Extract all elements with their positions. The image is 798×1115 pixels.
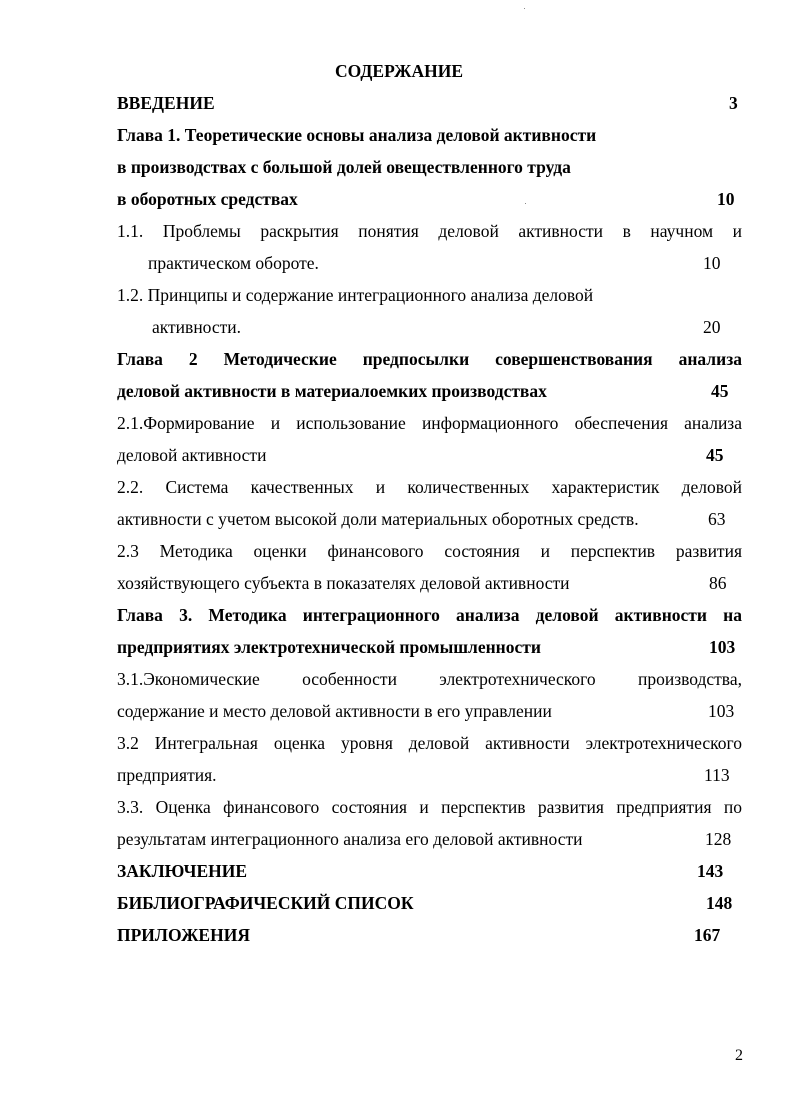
toc-entry-intro: ВВЕДЕНИЕ <box>117 93 215 113</box>
toc-entry-2-2-line-2: активности с учетом высокой доли материальных оборотных средств. <box>117 509 639 529</box>
toc-page-1-2: 20 <box>703 317 721 337</box>
toc-page-2-3: 86 <box>709 573 727 593</box>
toc-entry-appendix: ПРИЛОЖЕНИЯ <box>117 925 250 945</box>
toc-page-chapter-3: 103 <box>709 637 736 657</box>
toc-entry-1-1-line-1: 1.1. Проблемы раскрытия понятия деловой активности в научном и <box>117 221 742 241</box>
toc-entry-3-3-line-2: результатам интеграционного анализа его деловой активности <box>117 829 583 849</box>
toc-page-1-1: 10 <box>703 253 721 273</box>
toc-entry-1-2-line-2: активности. <box>152 317 242 337</box>
toc-entry-chapter-2-line-1: Глава 2 Методические предпосылки совершенствования анализа <box>117 349 742 369</box>
toc-entry-2-1-line-1: 2.1.Формирование и использование информационного обеспечения анализа <box>117 413 742 433</box>
toc-entry-chapter-3-line-2: предприятиях электротехнической промышленности <box>117 637 541 657</box>
toc-entry-3-1-line-2: содержание и место деловой активности в его управлении <box>117 701 552 721</box>
toc-entry-2-3-line-1: 2.3 Методика оценки финансового состояния и перспектив развития <box>117 541 742 561</box>
toc-page-intro: 3 <box>729 93 738 113</box>
toc-entry-chapter-1-line-3: в оборотных средствах <box>117 189 298 209</box>
toc-page-bibliography: 148 <box>706 893 733 913</box>
page-number: 2 <box>735 1047 743 1064</box>
toc-entry-2-1-line-2: деловой активности <box>117 445 267 465</box>
toc-entry-3-2-line-2: предприятия. <box>117 765 217 785</box>
toc-entry-chapter-1-line-1: Глава 1. Теоретические основы анализа деловой активности <box>117 125 597 145</box>
toc-page-2-1: 45 <box>706 445 724 465</box>
scan-speck <box>525 203 526 204</box>
toc-page-chapter-1: 10 <box>717 189 735 209</box>
toc-entry-2-2-line-1: 2.2. Система качественных и количественных характеристик деловой <box>117 477 742 497</box>
toc-entry-1-2-line-1: 1.2. Принципы и содержание интеграционного анализа деловой <box>117 285 594 305</box>
toc-entry-bibliography: БИБЛИОГРАФИЧЕСКИЙ СПИСОК <box>117 893 414 913</box>
toc-page-appendix: 167 <box>694 925 721 945</box>
toc-entry-chapter-3-line-1: Глава 3. Методика интеграционного анализа деловой активности на <box>117 605 742 625</box>
toc-entry-chapter-2-line-2: деловой активности в материалоемких производствах <box>117 381 547 401</box>
toc-page-conclusion: 143 <box>697 861 724 881</box>
toc-entry-3-1-line-1: 3.1.Экономические особенности электротехнического производства, <box>117 669 742 689</box>
toc-page-2-2: 63 <box>708 509 726 529</box>
toc-page-3-1: 103 <box>708 701 735 721</box>
toc-page-3-2: 113 <box>704 765 730 785</box>
toc-entry-3-3-line-1: 3.3. Оценка финансового состояния и перспектив развития предприятия по <box>117 797 742 817</box>
toc-entry-1-1-line-2: практическом обороте. <box>148 253 319 273</box>
toc-page-chapter-2: 45 <box>711 381 729 401</box>
toc-entry-3-2-line-1: 3.2 Интегральная оценка уровня деловой активности электротехнического <box>117 733 742 753</box>
toc-entry-conclusion: ЗАКЛЮЧЕНИЕ <box>117 861 248 881</box>
toc-page-3-3: 128 <box>705 829 732 849</box>
toc-entry-2-3-line-2: хозяйствующего субъекта в показателях деловой активности <box>117 573 570 593</box>
scan-speck <box>524 8 525 9</box>
toc-entry-chapter-1-line-2: в производствах с большой долей овеществленного труда <box>117 157 571 177</box>
toc-title: СОДЕРЖАНИЕ <box>334 61 463 81</box>
